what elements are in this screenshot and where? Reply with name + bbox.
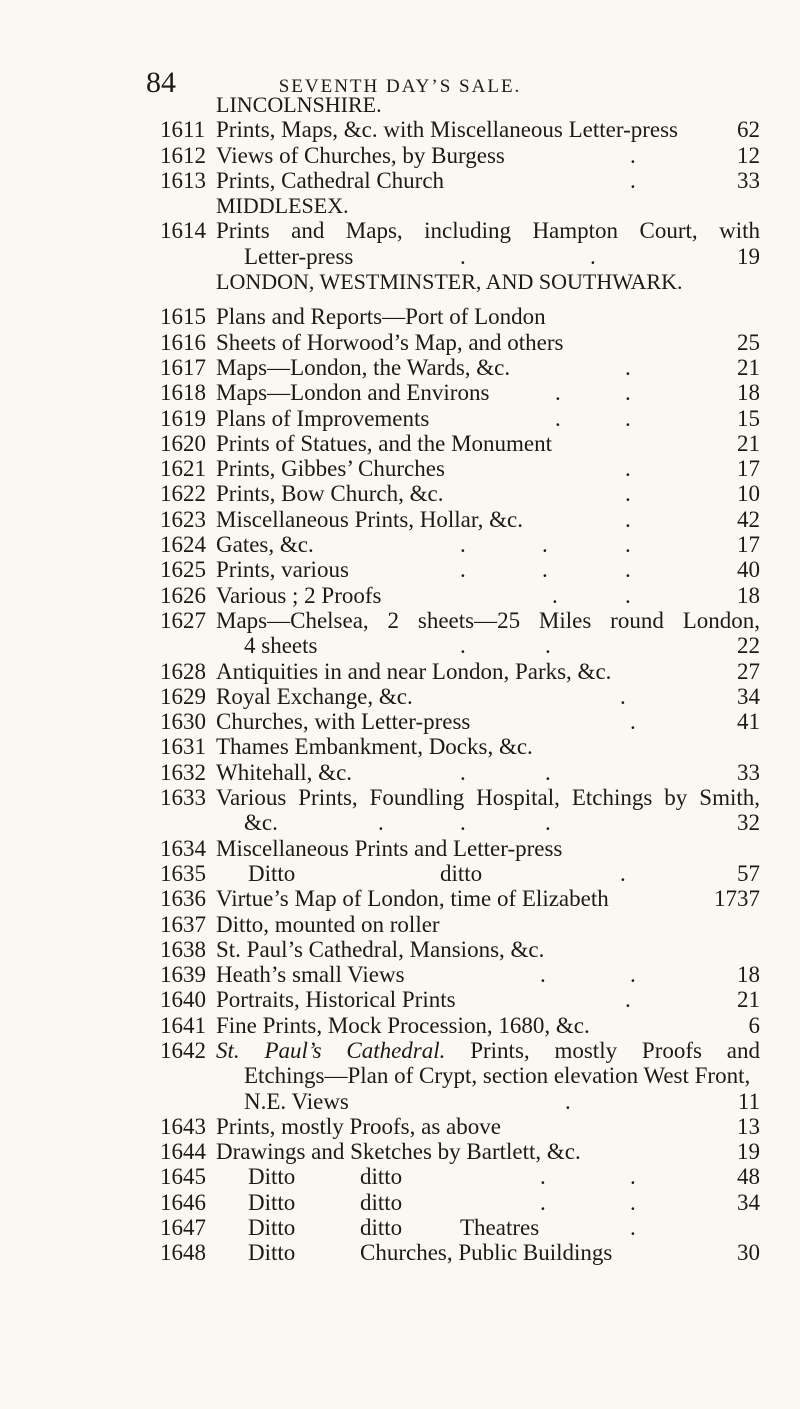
leader-dots: .	[460, 557, 466, 583]
lot-price: 21	[737, 430, 760, 456]
lot-row-continuation	[160, 1063, 760, 1088]
lot-number: 1632	[160, 759, 206, 785]
lot-price: 15	[737, 405, 760, 431]
leader-dots: .	[625, 557, 631, 583]
leader-dots: .	[625, 987, 631, 1013]
lot-row	[160, 760, 760, 785]
lot-description: Prints and Maps, including Hampton Court, with	[216, 218, 760, 244]
lot-description-rest: Prints, mostly Proofs and	[470, 1037, 760, 1063]
lot-list	[160, 92, 760, 1266]
leader-dots: .	[542, 532, 548, 558]
lot-row	[160, 481, 760, 506]
leader-dots: .	[460, 759, 466, 785]
lot-number: 1620	[160, 430, 206, 456]
lot-row	[160, 1190, 760, 1215]
lot-description: Prints, Gibbes’ Churches	[216, 456, 445, 482]
leader-dots: .	[625, 481, 631, 507]
lot-row	[160, 143, 760, 168]
lot-number: 1636	[160, 886, 206, 912]
lot-price: 32	[737, 810, 760, 836]
lot-description: Plans and Reports—Port of London	[216, 304, 546, 330]
lot-ditto: ditto	[360, 1215, 403, 1241]
lot-row	[160, 117, 760, 142]
lot-number: 1635	[160, 860, 206, 886]
leader-dots: .	[630, 709, 636, 735]
lot-number: 1617	[160, 354, 206, 380]
lot-price: 17	[737, 456, 760, 482]
lot-number: 1641	[160, 1012, 206, 1038]
lot-number: 1646	[160, 1189, 206, 1215]
lot-row	[160, 608, 760, 633]
lot-description: Various ; 2 Proofs	[216, 582, 382, 608]
lot-row	[160, 987, 760, 1012]
lot-number: 1621	[160, 456, 206, 482]
lot-row-continuation	[160, 633, 760, 658]
lot-row	[160, 1240, 760, 1265]
lot-price: 17	[737, 532, 760, 558]
lot-description: Prints, mostly Proofs, as above	[216, 1113, 501, 1139]
lot-row	[160, 583, 760, 608]
lot-number: 1630	[160, 709, 206, 735]
lot-number: 1640	[160, 987, 206, 1013]
leader-dots: .	[630, 1189, 636, 1215]
lot-description: Heath’s small Views	[216, 962, 405, 988]
section-heading-london: LONDON, WESTMINSTER, AND SOUTHWARK.	[216, 269, 683, 295]
lot-price: 21	[737, 354, 760, 380]
lot-row	[160, 168, 760, 193]
lot-row-continuation	[160, 244, 760, 269]
lot-number: 1645	[160, 1164, 206, 1190]
leader-dots: .	[625, 532, 631, 558]
lot-number: 1647	[160, 1215, 206, 1241]
lot-number: 1642	[160, 1037, 206, 1063]
lot-number: 1625	[160, 557, 206, 583]
lot-number: 1628	[160, 658, 206, 684]
lot-extra: Churches, Public Buildings	[360, 1240, 613, 1266]
leader-dots: .	[630, 962, 636, 988]
lot-price: 19	[737, 1139, 760, 1165]
lot-ditto: ditto	[360, 1189, 403, 1215]
lot-price: 62	[737, 117, 760, 143]
lot-description: Churches, with Letter-press	[216, 709, 471, 735]
lot-price: 33	[737, 759, 760, 785]
leader-dots: .	[625, 405, 631, 431]
lot-number: 1619	[160, 405, 206, 431]
lot-description: Gates, &c.	[216, 532, 314, 558]
lot-number: 1618	[160, 380, 206, 406]
lot-description: Maps—London and Environs	[216, 380, 490, 406]
leader-dots: .	[590, 243, 596, 269]
leader-dots: .	[555, 405, 561, 431]
lot-price: 57	[737, 860, 760, 886]
leader-dots: .	[620, 683, 626, 709]
lot-description-continued: Etchings—Plan of Crypt, section elevation West Front,	[244, 1063, 751, 1089]
leader-dots: .	[460, 532, 466, 558]
lot-row	[160, 734, 760, 759]
lot-price: 40	[737, 557, 760, 583]
lot-description: Prints, Maps, &c. with Miscellaneous Letter-press	[216, 117, 679, 143]
lot-description	[216, 1038, 760, 1063]
lot-row	[160, 1139, 760, 1164]
leader-dots: .	[552, 582, 558, 608]
lot-price: 6	[748, 1012, 760, 1038]
lot-ditto: ditto	[360, 1164, 403, 1190]
lot-number: 1643	[160, 1113, 206, 1139]
lot-price: 18	[737, 962, 760, 988]
leader-dots: .	[540, 962, 546, 988]
lot-number: 1638	[160, 936, 206, 962]
lot-description: Ditto	[248, 1240, 296, 1266]
lot-row	[160, 836, 760, 861]
leader-dots: .	[545, 810, 551, 836]
lot-row	[160, 380, 760, 405]
leader-dots: .	[460, 810, 466, 836]
lot-number: 1626	[160, 582, 206, 608]
lot-description: Ditto	[248, 1164, 296, 1190]
lot-description: Royal Exchange, &c.	[216, 683, 413, 709]
lot-description: St. Paul’s Cathedral, Mansions, &c.	[216, 936, 545, 962]
lot-description: Antiquities in and near London, Parks, &c.	[216, 658, 612, 684]
lot-number: 1629	[160, 683, 206, 709]
lot-number: 1637	[160, 911, 206, 937]
lot-extra: Theatres	[460, 1215, 540, 1241]
lot-description: Miscellaneous Prints, Hollar, &c.	[216, 506, 523, 532]
leader-dots: .	[460, 633, 466, 659]
lot-price: 10	[737, 481, 760, 507]
lot-price: 42	[737, 506, 760, 532]
lot-number: 1639	[160, 962, 206, 988]
lot-description: Miscellaneous Prints and Letter-press	[216, 835, 563, 861]
lot-row-continuation	[160, 810, 760, 835]
leader-dots: .	[545, 759, 551, 785]
lot-description: Portraits, Historical Prints	[216, 987, 456, 1013]
lot-number: 1622	[160, 481, 206, 507]
lot-description: Ditto	[248, 1215, 296, 1241]
lot-description-continued: Letter-press	[244, 243, 354, 269]
leader-dots: .	[542, 557, 548, 583]
lot-description: Drawings and Sketches by Bartlett, &c.	[216, 1139, 581, 1165]
lot-price: 18	[737, 380, 760, 406]
lot-price: 18	[737, 582, 760, 608]
lot-description-continued: 4 sheets	[244, 633, 318, 659]
leader-dots: .	[565, 1088, 571, 1114]
lot-number: 1623	[160, 506, 206, 532]
lot-row	[160, 431, 760, 456]
lot-price: 30	[737, 1240, 760, 1266]
lot-number: 1633	[160, 785, 206, 811]
leader-dots: .	[540, 1164, 546, 1190]
lot-number: 1644	[160, 1139, 206, 1165]
lot-title-italic: St. Paul’s Cathedral.	[216, 1037, 446, 1063]
lot-description: Maps—Chelsea, 2 sheets—25 Miles round London,	[216, 607, 760, 633]
leader-dots: .	[545, 633, 551, 659]
lot-description: Prints, Bow Church, &c.	[216, 481, 444, 507]
lot-price: 21	[737, 987, 760, 1013]
leader-dots: .	[378, 810, 384, 836]
lot-description: Sheets of Horwood’s Map, and others	[216, 329, 564, 355]
leader-dots: .	[625, 506, 631, 532]
lot-price: 34	[737, 1189, 760, 1215]
lot-description: Prints of Statues, and the Monument	[216, 430, 553, 456]
lot-row	[160, 659, 760, 684]
lot-price: 11	[737, 1088, 760, 1114]
lot-row	[160, 304, 760, 329]
section-heading-middlesex: MIDDLESEX.	[216, 193, 349, 219]
lot-description: Views of Churches, by Burgess	[216, 142, 505, 168]
lot-row	[160, 962, 760, 987]
lot-price: 25	[737, 329, 760, 355]
lot-row	[160, 912, 760, 937]
lot-description: Ditto	[248, 860, 296, 886]
lot-description: Prints, Cathedral Church	[216, 167, 445, 193]
lot-number: 1614	[160, 218, 206, 244]
lot-number: 1616	[160, 329, 206, 355]
lot-row	[160, 406, 760, 431]
lot-row	[160, 532, 760, 557]
leader-dots: .	[540, 1189, 546, 1215]
leader-dots: .	[630, 1164, 636, 1190]
page-number: 84	[146, 66, 176, 99]
lot-price: 1737	[714, 886, 760, 912]
leader-dots: .	[625, 354, 631, 380]
lot-row	[160, 507, 760, 532]
leader-dots: .	[625, 456, 631, 482]
lot-description: Whitehall, &c.	[216, 759, 353, 785]
lot-row	[160, 684, 760, 709]
lot-price: 22	[737, 633, 760, 659]
leader-dots: .	[620, 860, 626, 886]
lot-row	[160, 709, 760, 734]
lot-price: 13	[737, 1113, 760, 1139]
lot-price: 41	[737, 709, 760, 735]
lot-row	[160, 937, 760, 962]
lot-row	[160, 218, 760, 243]
leader-dots: .	[460, 243, 466, 269]
lot-description: Ditto, mounted on roller	[216, 911, 440, 937]
lot-row	[160, 1164, 760, 1189]
lot-row	[160, 1013, 760, 1038]
lot-number: 1624	[160, 532, 206, 558]
lot-description: Various Prints, Foundling Hospital, Etchings by Smith,	[216, 785, 760, 811]
lot-description-continued: &c.	[244, 810, 278, 836]
lot-row-continuation	[160, 1089, 760, 1114]
running-title: SEVENTH DAY’S SALE.	[278, 76, 522, 97]
lot-row	[160, 456, 760, 481]
lot-number: 1627	[160, 607, 206, 633]
lot-row	[160, 557, 760, 582]
lot-price: 27	[737, 658, 760, 684]
lot-row	[160, 886, 760, 911]
lot-price: 34	[737, 683, 760, 709]
leader-dots: .	[555, 380, 561, 406]
lot-price: 48	[737, 1164, 760, 1190]
lot-number: 1634	[160, 835, 206, 861]
lot-description: Fine Prints, Mock Procession, 1680, &c.	[216, 1012, 590, 1038]
lot-description: Virtue’s Map of London, time of Elizabeth	[216, 886, 609, 912]
lot-row	[160, 1215, 760, 1240]
lot-number: 1615	[160, 304, 206, 330]
lot-description-continued-2: N.E. Views	[244, 1088, 349, 1114]
leader-dots: .	[630, 1215, 636, 1241]
lot-price: 19	[737, 243, 760, 269]
lot-number: 1631	[160, 734, 206, 760]
leader-dots: .	[630, 167, 636, 193]
lot-description: Thames Embankment, Docks, &c.	[216, 734, 533, 760]
lot-description: Maps—London, the Wards, &c.	[216, 354, 511, 380]
lot-description: Plans of Improvements	[216, 405, 430, 431]
lot-row	[160, 1038, 760, 1063]
leader-dots: .	[630, 142, 636, 168]
lot-price: 33	[737, 167, 760, 193]
leader-dots: .	[625, 582, 631, 608]
section-heading-lincolnshire: LINCOLNSHIRE.	[216, 92, 382, 117]
lot-row	[160, 785, 760, 810]
lot-price: 12	[737, 142, 760, 168]
lot-ditto: ditto	[440, 860, 483, 886]
lot-number: 1613	[160, 167, 206, 193]
lot-row	[160, 355, 760, 380]
leader-dots: .	[625, 380, 631, 406]
lot-description: Ditto	[248, 1189, 296, 1215]
lot-row	[160, 330, 760, 355]
lot-description: Prints, various	[216, 557, 349, 583]
lot-number: 1612	[160, 142, 206, 168]
lot-number: 1648	[160, 1240, 206, 1266]
lot-row	[160, 861, 760, 886]
lot-row	[160, 1114, 760, 1139]
lot-number: 1611	[160, 117, 206, 143]
